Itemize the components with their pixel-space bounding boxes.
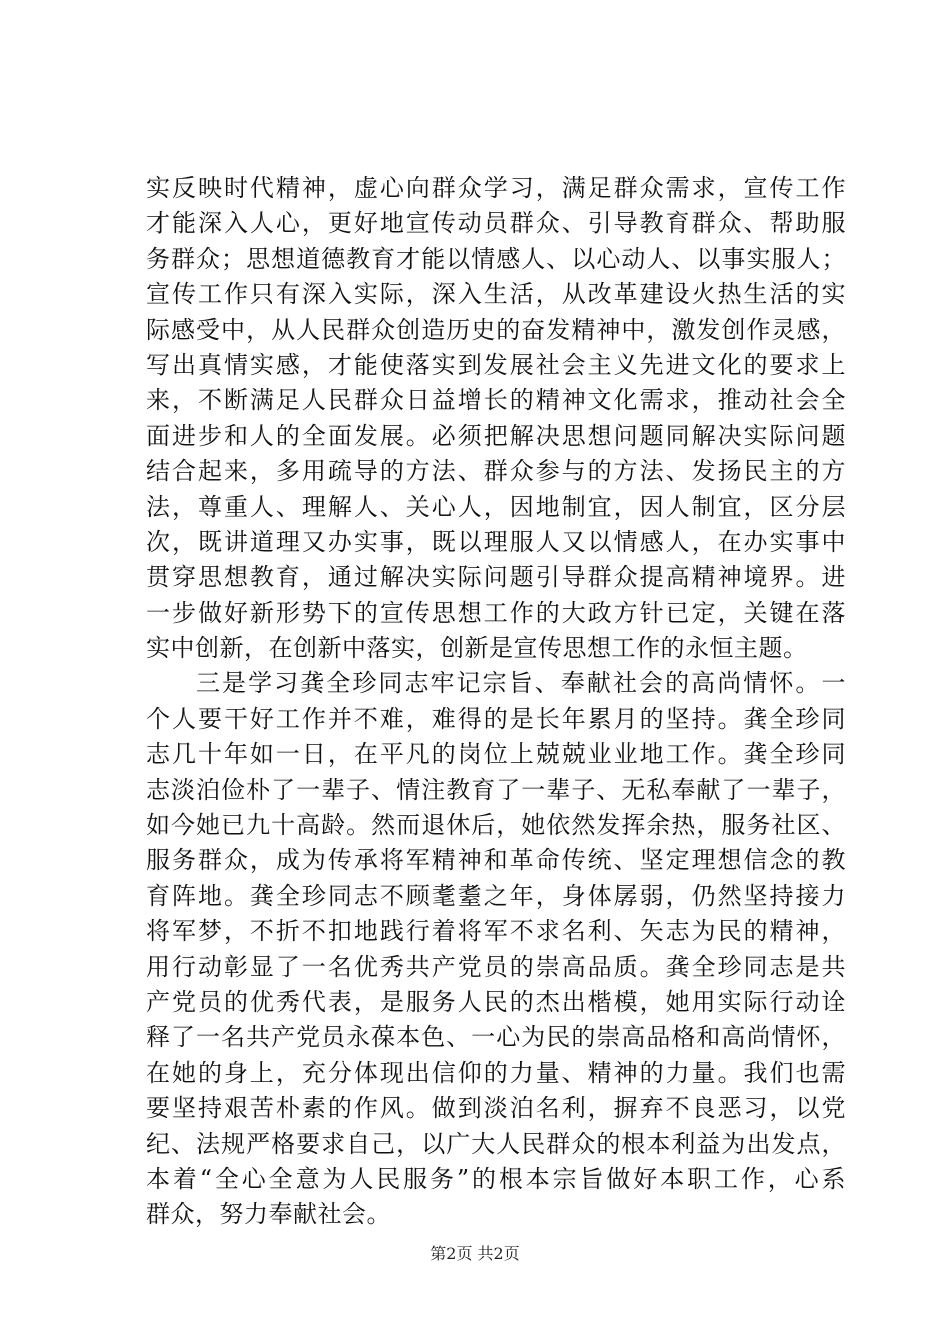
text-line: 纪、法规严格要求自己，以广大人民群众的根本利益为出发点， [146,1129,846,1158]
text-line: 如今她已九十高龄。然而退休后，她依然发挥余热，服务社区、 [146,811,846,840]
text-line: 务群众；思想道德教育才能以情感人、以心动人、以事实服人； [146,244,846,273]
text-line: 产党员的优秀代表，是服务人民的杰出楷模，她用实际行动诠 [146,987,846,1016]
text-line: 宣传工作只有深入实际，深入生活，从改革建设火热生活的实 [146,280,846,309]
text-line: 三是学习龚全珍同志牢记宗旨、奉献社会的高尚情怀。一 [196,669,846,698]
text-line: 育阵地。龚全珍同志不顾耄耋之年，身体孱弱，仍然坚持接力 [146,881,846,910]
text-line: 次，既讲道理又办实事，既以理服人又以情感人，在办实事中 [146,527,846,556]
paragraph-1 [146,171,846,666]
text-line: 实中创新，在创新中落实，创新是宣传思想工作的永恒主题。 [146,634,808,663]
text-line: 来，不断满足人民群众日益增长的精神文化需求，推动社会全 [146,386,846,415]
text-line: 一步做好新形势下的宣传思想工作的大政方针已定，关键在落 [146,598,846,627]
text-line: 才能深入人心，更好地宣传动员群众、引导教育群众、帮助服 [146,209,846,238]
text-line: 贯穿思想教育，通过解决实际问题引导群众提高精神境界。进 [146,563,846,592]
text-line: 结合起来，多用疏导的方法、群众参与的方法、发扬民主的方 [146,457,846,486]
text-line: 志几十年如一日，在平凡的岗位上兢兢业业地工作。龚全珍同 [146,740,846,769]
text-line: 要坚持艰苦朴素的作风。做到淡泊名利，摒弃不良恶习，以党 [146,1094,846,1123]
page-number-footer: 第2页 共2页 [430,1244,520,1263]
text-line: 本着“全心全意为人民服务”的根本宗旨做好本职工作，心系 [146,1164,846,1193]
text-line: 群众，努力奉献社会。 [146,1200,391,1229]
text-line: 将军梦，不折不扣地践行着将军不求名利、矢志为民的精神， [146,917,846,946]
paragraph-2 [146,666,846,1232]
text-line: 法，尊重人、理解人、关心人，因地制宜，因人制宜，区分层 [146,492,846,521]
text-line: 用行动彰显了一名优秀共产党员的崇高品质。龚全珍同志是共 [146,952,846,981]
text-line: 在她的身上，充分体现出信仰的力量、精神的力量。我们也需 [146,1058,846,1087]
text-line: 面进步和人的全面发展。必须把解决思想问题同解决实际问题 [146,421,846,450]
text-line: 释了一名共产党员永葆本色、一心为民的崇高品格和高尚情怀， [146,1023,846,1052]
text-line: 写出真情实感，才能使落实到发展社会主义先进文化的要求上 [146,350,846,379]
text-line: 服务群众，成为传承将军精神和革命传统、坚定理想信念的教 [146,846,846,875]
text-line: 实反映时代精神，虚心向群众学习，满足群众需求，宣传工作 [146,174,846,202]
text-line: 志淡泊俭朴了一辈子、情注教育了一辈子、无私奉献了一辈子， [146,775,846,804]
document-body [146,171,846,1233]
text-line: 际感受中，从人民群众创造历史的奋发精神中，激发创作灵感， [146,315,846,344]
text-line: 个人要干好工作并不难，难得的是长年累月的坚持。龚全珍同 [146,704,846,733]
